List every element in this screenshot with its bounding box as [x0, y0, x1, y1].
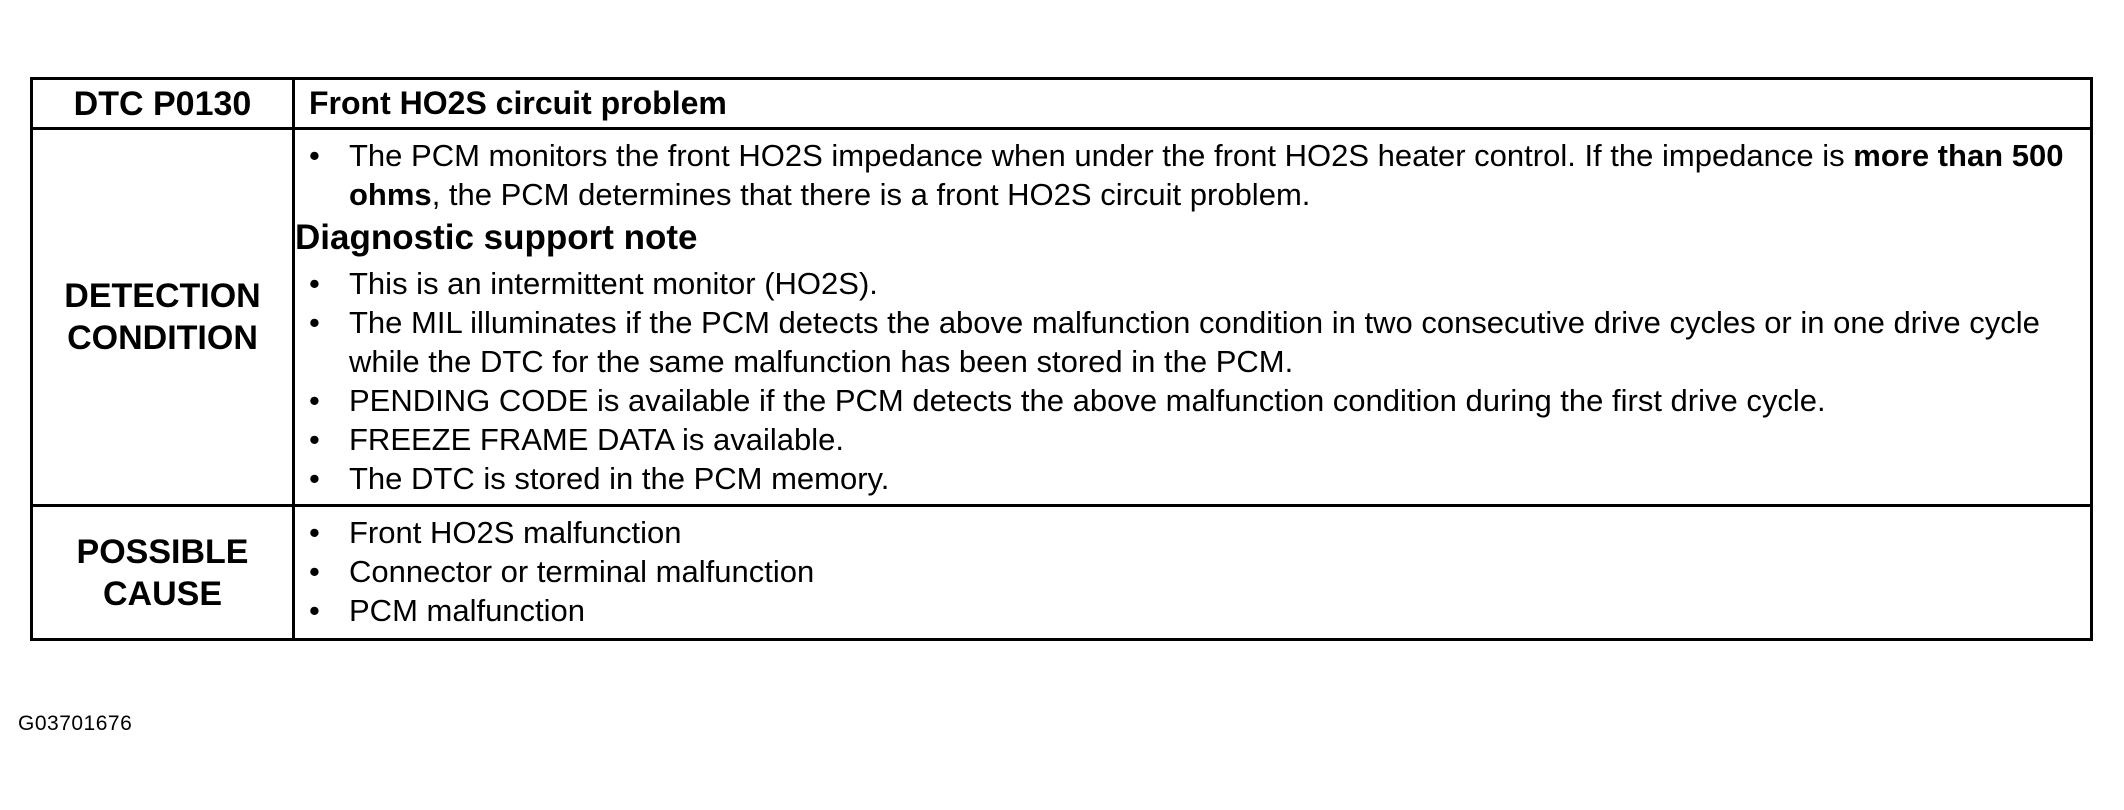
- list-item: • The DTC is stored in the PCM memory.: [295, 459, 2090, 498]
- monitor-description-list: [295, 136, 2090, 214]
- possible-cause-label: [32, 506, 294, 640]
- list-item: • The MIL illuminates if the PCM detects the above malfunction condition in two consecutive drive cycles or in one drive cycle while the DTC for the same malfunction has been stored in the PCM.: [295, 303, 2090, 381]
- detection-condition-content: [294, 129, 2092, 506]
- possible-cause-row: [32, 506, 2092, 640]
- dtc-title: Front HO2S circuit problem: [309, 85, 727, 121]
- cause-label-line2: CAUSE: [102, 574, 223, 613]
- monitor-intro-text: The PCM monitors the front HO2S impedance when under the front HO2S heater control. If the impedance is: [349, 138, 1854, 173]
- dtc-code-cell: [32, 79, 294, 129]
- diagnostic-notes-list: [295, 264, 2090, 498]
- list-item: • FREEZE FRAME DATA is available.: [295, 420, 2090, 459]
- detection-condition-label: [32, 129, 294, 506]
- monitor-outro-text: , the PCM determines that there is a front HO2S circuit problem.: [431, 177, 1311, 212]
- cause-label-line1: POSSIBLE: [76, 532, 249, 571]
- list-item: • PCM malfunction: [295, 591, 2090, 630]
- dtc-table: [30, 77, 2093, 641]
- list-item: • This is an intermittent monitor (HO2S).: [295, 264, 2090, 303]
- monitor-description: [295, 136, 2090, 214]
- monitor-threshold: more than 500 ohms: [349, 138, 2064, 212]
- figure-code: G03701676: [18, 712, 133, 735]
- list-item: • PENDING CODE is available if the PCM detects the above malfunction condition during the first drive cycle.: [295, 381, 2090, 420]
- detection-label-line2: CONDITION: [67, 319, 258, 357]
- possible-cause-content: [294, 506, 2092, 640]
- detection-label-line1: DETECTION: [64, 277, 261, 315]
- possible-cause-list: [295, 513, 2090, 630]
- list-item: • Connector or terminal malfunction: [295, 552, 2090, 591]
- dtc-title-cell: [294, 79, 2092, 129]
- dtc-code: DTC P0130: [73, 84, 252, 123]
- dtc-header-row: [32, 79, 2092, 129]
- list-item: • Front HO2S malfunction: [295, 513, 2090, 552]
- detection-condition-row: [32, 129, 2092, 506]
- diagnostic-support-note-heading: Diagnostic support note: [295, 218, 698, 257]
